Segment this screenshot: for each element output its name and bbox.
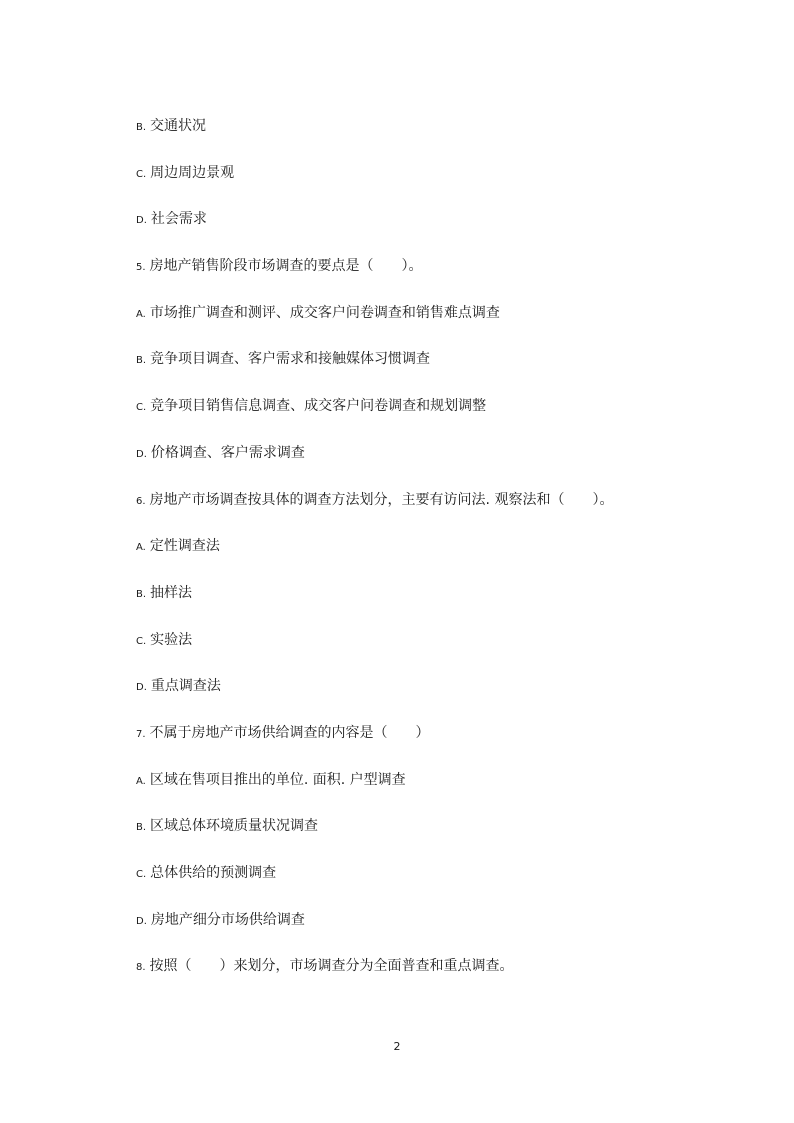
list-item (136, 580, 736, 627)
item-label: D. (136, 682, 147, 694)
item-text: 周边周边景观 (150, 164, 235, 181)
item-text: 房地产细分市场供给调查 (150, 911, 305, 928)
list-item (136, 720, 736, 767)
item-text: 实验法 (150, 631, 193, 648)
item-label: C. (136, 402, 147, 414)
item-text: 重点调查法 (150, 678, 221, 695)
item-label: C. (136, 635, 147, 647)
item-label: 8. (136, 962, 146, 974)
item-label: D. (136, 448, 147, 460)
list-item (136, 160, 736, 207)
item-label: B. (136, 822, 147, 834)
item-text: 竞争项目销售信息调查、成交客户问卷调查和规划调整 (150, 398, 487, 415)
item-label: D. (136, 915, 147, 927)
question-list (136, 113, 736, 1000)
list-item (136, 487, 736, 534)
item-label: A. (136, 775, 146, 787)
item-label: B. (136, 122, 147, 133)
item-text: 区域在售项目推出的单位. 面积. 户型调查 (149, 771, 406, 788)
item-text: 市场推广调查和测评、成交客户问卷调查和销售难点调查 (149, 304, 500, 321)
item-text: 社会需求 (150, 211, 207, 228)
list-item (136, 206, 736, 253)
list-item (136, 113, 736, 160)
item-text: 竞争项目调查、客户需求和接触媒体习惯调查 (150, 351, 431, 368)
item-text: 按照（ ）来划分，市场调查分为全面普查和重点调查。 (149, 958, 514, 975)
item-text: 定性调查法 (149, 538, 220, 555)
item-label: 6. (136, 495, 146, 507)
list-item (136, 533, 736, 580)
item-label: B. (136, 588, 147, 600)
item-text: 总体供给的预测调查 (150, 865, 277, 881)
list-item (136, 440, 736, 487)
list-item (136, 907, 736, 954)
list-item (136, 393, 736, 440)
item-label: C. (136, 869, 147, 880)
item-label: D. (136, 215, 147, 227)
list-item (136, 300, 736, 347)
item-text: 价格调查、客户需求调查 (150, 444, 305, 461)
list-item (136, 767, 736, 814)
item-text: 房地产销售阶段市场调查的要点是（ ）。 (149, 258, 423, 275)
list-item (136, 253, 736, 300)
item-text: 房地产市场调查按具体的调查方法划分，主要有访问法. 观察法和（ ）。 (149, 491, 614, 508)
item-label: C. (136, 168, 147, 180)
item-text: 抽样法 (150, 584, 193, 601)
item-label: B. (136, 355, 147, 367)
item-label: 5. (136, 262, 146, 274)
item-label: 7. (136, 728, 146, 740)
list-item (136, 346, 736, 393)
list-item (136, 860, 736, 907)
list-item (136, 953, 736, 1000)
list-item (136, 673, 736, 720)
list-item (136, 627, 736, 674)
page-number: 2 (393, 1040, 401, 1053)
item-text: 交通状况 (150, 118, 207, 134)
item-text: 区域总体环境质量状况调查 (150, 818, 319, 835)
item-text: 不属于房地产市场供给调查的内容是（ ） (149, 724, 430, 741)
item-label: A. (136, 542, 146, 554)
list-item (136, 813, 736, 860)
item-label: A. (136, 308, 146, 320)
